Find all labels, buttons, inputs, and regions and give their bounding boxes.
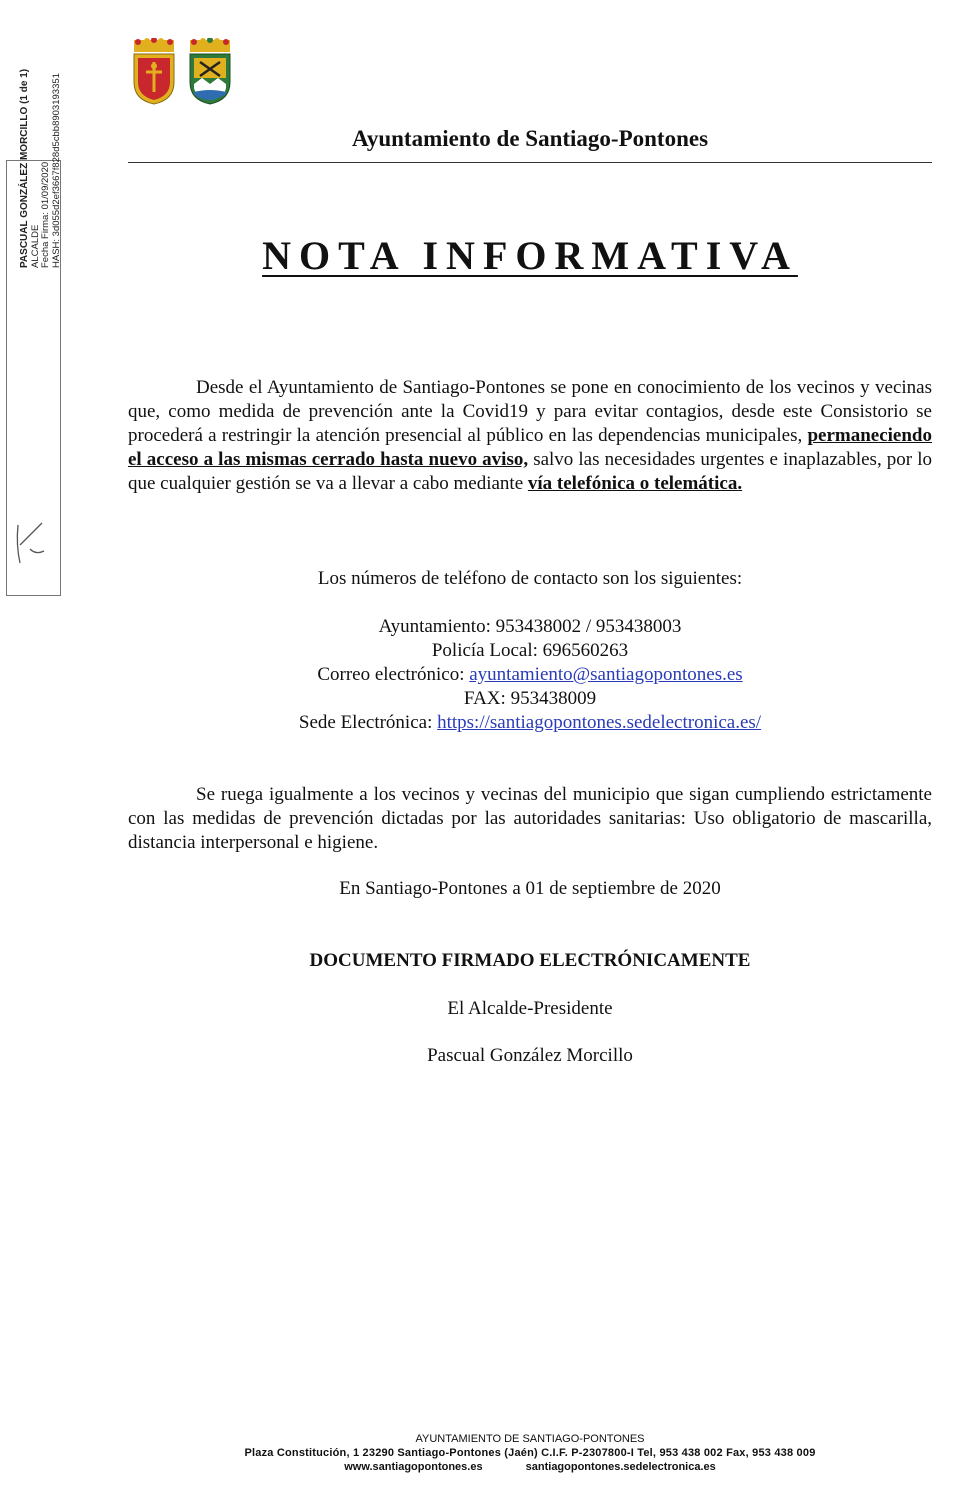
sede-link[interactable]: https://santiagopontones.sedelectronica.es/: [437, 712, 762, 733]
contact-ayuntamiento-label: Ayuntamiento:: [378, 616, 496, 637]
intro-paragraph: [128, 376, 932, 496]
footer-sede: santiagopontones.sedelectronica.es: [525, 1461, 716, 1473]
contact-fax: [128, 687, 932, 711]
contact-ayuntamiento-value: 953438002 / 953438003: [495, 616, 682, 637]
contact-sede-label: Sede Electrónica:: [298, 712, 438, 733]
contact-ayuntamiento: [128, 615, 932, 639]
document-title-text: NOTA INFORMATIVA: [262, 233, 798, 278]
footer-org: AYUNTAMIENTO DE SANTIAGO-PONTONES: [415, 1433, 645, 1445]
municipal-crests: [130, 38, 238, 106]
signature-stamp-text: [20, 38, 62, 268]
intro-emphasis-closure: permaneciendo el acceso a las mismas cerrado hasta nuevo aviso,: [128, 425, 932, 470]
header-divider: [128, 162, 932, 163]
contact-email-label: Correo electrónico:: [317, 664, 470, 685]
signature-date: Fecha Firma: 01/09/2020: [40, 161, 51, 268]
signature-signer: PASCUAL GONZÁLEZ MORCILLO (1 de 1): [19, 68, 30, 268]
contact-policia: [128, 639, 932, 663]
signature-hash: HASH: 3d055d2ef3667f828d5cbb8903193351: [50, 73, 62, 268]
signed-notice: DOCUMENTO FIRMADO ELECTRÓNICAMENTE: [309, 950, 751, 971]
place-date: En Santiago-Pontones a 01 de septiembre de 2020: [339, 878, 721, 899]
signer-role: El Alcalde-Presidente: [447, 998, 613, 1019]
intro-text-2: salvo las necesidades urgentes e inaplazables, por lo que cualquier gestión se va a llevar a cabo mediante: [128, 449, 932, 494]
coat-of-arms-icon: [186, 38, 234, 106]
footer-website: www.santiagopontones.es: [344, 1461, 483, 1473]
contact-sede: [128, 711, 932, 735]
document-title: [128, 232, 932, 279]
contact-fax-label: FAX:: [463, 688, 511, 709]
contact-policia-value: 696560263: [542, 640, 629, 661]
footer-links: [128, 1460, 932, 1474]
contact-fax-value: 953438009: [510, 688, 597, 709]
intro-text-1: Desde el Ayuntamiento de Santiago-Pontones se pone en conocimiento de los vecinos y vecinas que, como medida de prevención ante la Covid19 y para evitar contagios, desde este Consistorio se procederá a restringir la atención presencial al público en las dependencias municipales,: [128, 377, 932, 446]
municipality-header: Ayuntamiento de Santiago-Pontones: [351, 126, 709, 151]
intro-emphasis-channel: vía telefónica o telemática.: [527, 473, 743, 494]
page-footer: [128, 1432, 932, 1474]
footer-address: Plaza Constitución, 1 23290 Santiago-Pontones (Jaén) C.I.F. P-2307800-I Tel, 953 438 002 Fax, 953 438 009: [244, 1447, 816, 1459]
handwritten-signature-icon: [10, 515, 50, 570]
contact-email: [128, 663, 932, 687]
coat-of-arms-icon: [130, 38, 178, 106]
signer-name: Pascual González Morcillo: [427, 1045, 633, 1066]
contacts-intro: Los números de teléfono de contacto son los siguientes:: [317, 568, 743, 589]
request-paragraph: Se ruega igualmente a los vecinos y vecinas del municipio que sigan cumpliendo estrictamente con las medidas de prevención dictadas por las autoridades sanitarias: Uso obligatorio de mascarilla, distancia interpersonal e higiene.: [128, 784, 932, 853]
signature-role: ALCALDE: [29, 224, 41, 268]
contact-policia-label: Policía Local:: [431, 640, 543, 661]
email-link[interactable]: ayuntamiento@santiagopontones.es: [469, 664, 743, 685]
